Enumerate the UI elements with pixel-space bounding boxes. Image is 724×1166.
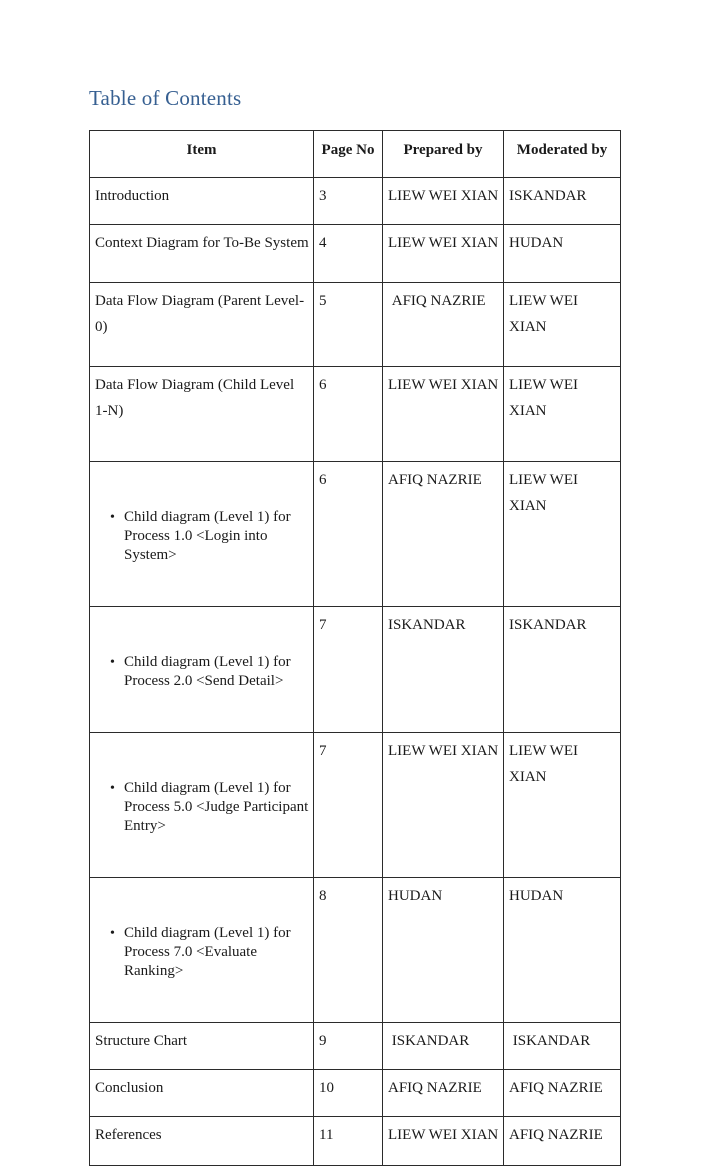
item-cell — [90, 462, 314, 607]
item-cell: Structure Chart — [90, 1023, 314, 1070]
prepared-by-cell: LIEW WEI XIAN — [383, 178, 504, 225]
item-label: Child diagram (Level 1) for Process 2.0 <Send Detail> — [124, 654, 295, 689]
page-no-cell: 5 — [314, 283, 383, 367]
table-row — [90, 733, 621, 878]
moderated-by-cell: ISKANDAR — [504, 1023, 621, 1070]
column-header-prepared-by: Prepared by — [383, 131, 504, 178]
page-no-cell: 6 — [314, 462, 383, 607]
table-row — [90, 607, 621, 733]
prepared-by-cell: AFIQ NAZRIE — [383, 462, 504, 607]
page-no-cell: 10 — [314, 1070, 383, 1117]
page-no-cell: 4 — [314, 225, 383, 283]
prepared-by-cell: AFIQ NAZRIE — [383, 1070, 504, 1117]
item-cell: Data Flow Diagram (Child Level 1-N) — [90, 367, 314, 462]
page-no-cell: 8 — [314, 878, 383, 1023]
moderated-by-cell: AFIQ NAZRIE — [504, 1117, 621, 1166]
moderated-by-cell: LIEW WEI XIAN — [504, 462, 621, 607]
item-label: Child diagram (Level 1) for Process 5.0 <Judge Participant Entry> — [124, 780, 313, 834]
item-cell: Context Diagram for To-Be System — [90, 225, 314, 283]
table-row — [90, 178, 621, 225]
moderated-by-cell: LIEW WEI XIAN — [504, 367, 621, 462]
table-row — [90, 1070, 621, 1117]
page-no-cell: 7 — [314, 607, 383, 733]
prepared-by-cell: LIEW WEI XIAN — [383, 733, 504, 878]
item-cell: References — [90, 1117, 314, 1166]
table-row — [90, 225, 621, 283]
moderated-by-cell: HUDAN — [504, 878, 621, 1023]
page-no-cell: 9 — [314, 1023, 383, 1070]
item-cell — [90, 878, 314, 1023]
column-header-moderated-by: Moderated by — [504, 131, 621, 178]
prepared-by-cell: ISKANDAR — [383, 1023, 504, 1070]
prepared-by-cell: LIEW WEI XIAN — [383, 225, 504, 283]
moderated-by-cell: ISKANDAR — [504, 607, 621, 733]
item-label: Child diagram (Level 1) for Process 7.0 <Evaluate Ranking> — [124, 925, 295, 979]
moderated-by-cell: LIEW WEI XIAN — [504, 283, 621, 367]
moderated-by-cell: LIEW WEI XIAN — [504, 733, 621, 878]
table-of-contents-table — [89, 130, 621, 1166]
prepared-by-cell: AFIQ NAZRIE — [383, 283, 504, 367]
table-header-row — [90, 131, 621, 178]
column-header-page-no: Page No — [314, 131, 383, 178]
item-cell — [90, 607, 314, 733]
moderated-by-cell: HUDAN — [504, 225, 621, 283]
bullet-icon: • — [110, 510, 115, 525]
table-row — [90, 367, 621, 462]
page-no-cell: 11 — [314, 1117, 383, 1166]
item-cell — [90, 733, 314, 878]
page-no-cell: 3 — [314, 178, 383, 225]
table-row — [90, 283, 621, 367]
page-no-cell: 6 — [314, 367, 383, 462]
moderated-by-cell: ISKANDAR — [504, 178, 621, 225]
item-cell: Data Flow Diagram (Parent Level-0) — [90, 283, 314, 367]
page-no-cell: 7 — [314, 733, 383, 878]
moderated-by-cell: AFIQ NAZRIE — [504, 1070, 621, 1117]
item-label: Child diagram (Level 1) for Process 1.0 <Login into System> — [124, 509, 295, 563]
item-cell: Introduction — [90, 178, 314, 225]
item-cell: Conclusion — [90, 1070, 314, 1117]
table-row — [90, 1023, 621, 1070]
column-header-item: Item — [90, 131, 314, 178]
prepared-by-cell: LIEW WEI XIAN — [383, 1117, 504, 1166]
prepared-by-cell: ISKANDAR — [383, 607, 504, 733]
prepared-by-cell: LIEW WEI XIAN — [383, 367, 504, 462]
table-row — [90, 1117, 621, 1166]
table-row — [90, 462, 621, 607]
bullet-icon: • — [110, 781, 115, 796]
bullet-icon: • — [110, 926, 115, 941]
table-row — [90, 878, 621, 1023]
page-title: Table of Contents — [89, 86, 242, 110]
prepared-by-cell: HUDAN — [383, 878, 504, 1023]
bullet-icon: • — [110, 655, 115, 670]
